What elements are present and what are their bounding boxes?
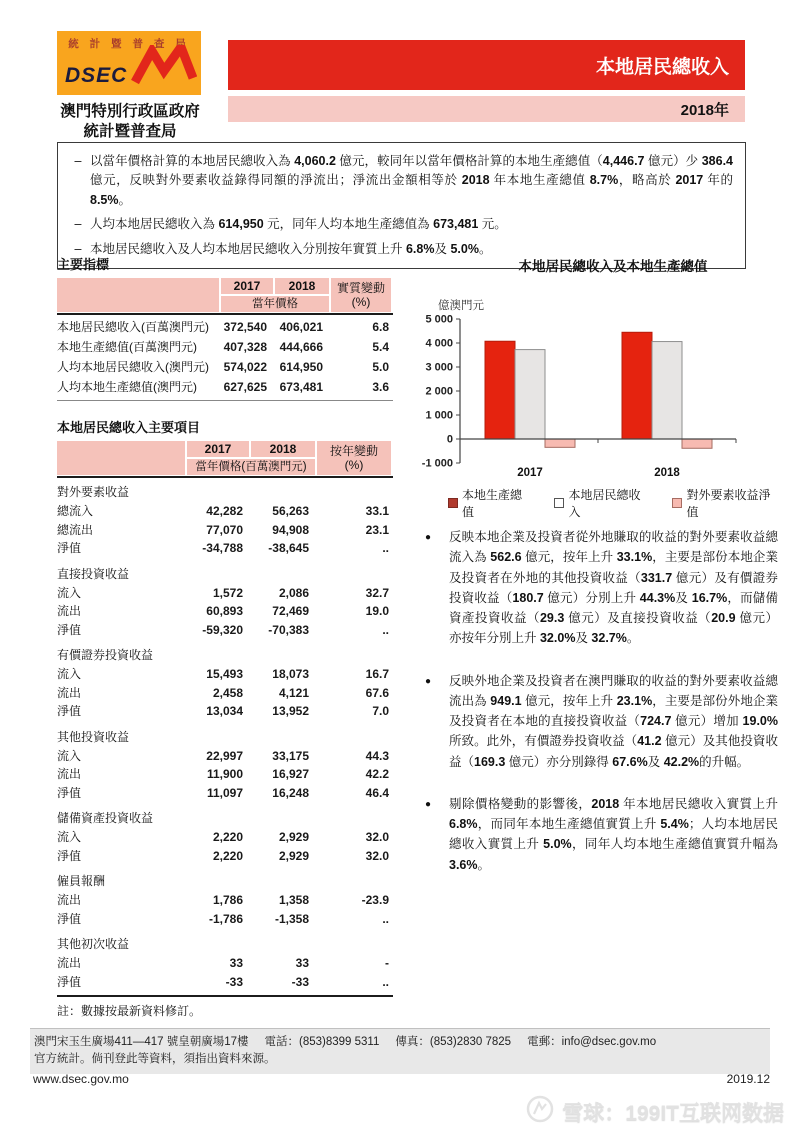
svg-text:2 000: 2 000 [425, 385, 453, 398]
row-label: 總流入 [57, 504, 94, 518]
row-value: 1,572 [212, 585, 243, 600]
row-value: -33 [225, 974, 243, 989]
section-name: 儲備資產投資收益 [57, 811, 154, 825]
svg-text:4 000: 4 000 [425, 337, 453, 350]
row-value: -70,383 [268, 622, 309, 637]
row-label: 淨值 [57, 785, 82, 800]
table-row [57, 377, 393, 397]
report-year-banner: 2018年 [228, 96, 745, 122]
row-value: 33 [295, 956, 309, 970]
row-value: 5.4 [372, 340, 389, 354]
row-value: 1,786 [212, 893, 243, 907]
table-row [57, 539, 393, 558]
table2-header-empty [57, 441, 185, 475]
row-label: 淨值 [57, 848, 82, 863]
bullet-marker: ● [425, 798, 432, 810]
row-value: 16.7 [365, 667, 389, 681]
gov-name-line1: 澳門特別行政區政府 [60, 103, 200, 120]
table-row [57, 665, 393, 684]
table1-body [57, 315, 393, 401]
table1-header-empty [57, 278, 219, 312]
row-value: 77,070 [206, 522, 243, 537]
row-value: 673,481 [279, 380, 323, 394]
bullet-text: 以當年價格計算的本地居民總收入為 4,060.2 億元，較同年以當年價格計算的本地生產總值（4,446.7 億元）少 386.4 億元，反映對外要素收益錄得同額的淨流出；淨流出金額相等於 2018 年本地生產總值 8.7%，略高於 2017 年的 8.5%。 [90, 154, 733, 207]
footer-meta-row [33, 1072, 770, 1086]
logo-acronym: DSEC [65, 64, 128, 87]
row-label: 淨值 [57, 622, 82, 637]
table-row [57, 765, 393, 784]
row-label: 流入 [57, 748, 82, 763]
row-value: 72,469 [272, 604, 309, 618]
table-row [57, 684, 393, 703]
footer-email: 電郵：info@dsec.gov.mo [527, 1036, 657, 1048]
legend-label: 本地生產總值 [462, 488, 523, 519]
table-row [57, 521, 393, 540]
row-value: 33 [229, 956, 243, 970]
row-value: 32.0 [365, 830, 389, 844]
row-label: 流出 [57, 685, 82, 700]
footer-fax: 傳真：(853)2830 7825 [395, 1036, 512, 1048]
gov-name-line2: 統計暨普查局 [83, 123, 177, 140]
row-label: 流入 [57, 585, 82, 600]
row-value: 32.0 [365, 848, 389, 863]
row-label: 流出 [57, 767, 82, 781]
row-value: -23.9 [361, 893, 389, 907]
row-value: 16,248 [272, 785, 309, 800]
row-value: 372,540 [223, 320, 267, 334]
analysis-item [420, 794, 778, 875]
row-label: 淨值 [57, 704, 82, 718]
table-row [57, 973, 393, 992]
table1-header [57, 278, 393, 315]
table1-col-2017: 2017 [221, 278, 273, 294]
table-row [57, 702, 393, 721]
svg-text:5 000: 5 000 [425, 313, 453, 326]
row-value: -1,358 [274, 911, 309, 926]
table-row [57, 584, 393, 603]
row-value: 42,282 [206, 504, 243, 518]
bullet-text: 反映本地企業及投資者從外地賺取的收益的對外要素收益總流入為 562.6 億元，按年上升 33.1%，主要是部份本地企業及投資者在外地的其他投資收益（331.7 億元）及有價證券投資收益（180.7 億元）分別上升 44.3%及 16.7%，而儲備資產投資收益（29.3 億元）及直接投資收益（20.9 億元）亦按年分別上升 32.0%及 32.7%。 [449, 530, 778, 646]
bullet-marker: – [74, 154, 82, 168]
legend-swatch-icon [672, 498, 682, 508]
gni-gdp-bar-chart [420, 311, 772, 483]
row-label: 本地居民總收入(百萬澳門元) [57, 320, 209, 334]
row-value: 574,022 [223, 360, 267, 374]
bullet-marker: – [74, 217, 82, 232]
summary-item [66, 215, 733, 234]
legend-item [672, 486, 778, 520]
footer-statement: 官方統計。倘刊登此等資料，須指出資料來源。 [34, 1053, 276, 1066]
row-value: 7.0 [372, 704, 389, 718]
row-label: 本地生產總值(百萬澳門元) [57, 340, 197, 354]
footer-phone: 電話：(853)8399 5311 [264, 1036, 380, 1048]
chart-legend [448, 486, 778, 520]
svg-text:2018: 2018 [654, 467, 680, 479]
row-value: 6.8 [372, 320, 389, 334]
row-value: 23.1 [365, 522, 389, 537]
footer-website: www.dsec.gov.mo [33, 1072, 129, 1086]
table1-col-2018: 2018 [275, 278, 329, 294]
row-value: 13,952 [272, 704, 309, 718]
legend-swatch-icon [448, 498, 458, 508]
row-value: 2,220 [212, 830, 243, 844]
row-label: 流入 [57, 667, 82, 681]
table-row [57, 954, 393, 973]
xueqiu-logo-icon [525, 1094, 555, 1130]
row-value: 2,458 [212, 685, 243, 700]
row-value: 18,073 [272, 667, 309, 681]
row-value: 13,034 [206, 704, 243, 718]
svg-text:3 000: 3 000 [425, 361, 453, 374]
table-note: 註：數據按最新資料修訂。 [57, 1004, 202, 1018]
row-value: 444,666 [279, 340, 323, 354]
table-row [57, 621, 393, 640]
legend-item [448, 486, 530, 520]
row-value: .. [382, 974, 389, 989]
row-value: 11,900 [206, 767, 243, 781]
watermark [525, 1094, 784, 1130]
row-value: 614,950 [279, 360, 323, 374]
row-value: 406,021 [279, 320, 323, 334]
row-value: -34,788 [202, 541, 243, 555]
row-value: -1,786 [208, 911, 243, 926]
analysis-item [420, 671, 778, 772]
gni-items-table [57, 441, 393, 997]
table1-title: 主要指標 [57, 257, 110, 272]
row-value: -59,320 [202, 622, 243, 637]
analysis-item [420, 527, 778, 649]
table2-col-change [317, 441, 391, 475]
table-row [57, 910, 393, 929]
section-name: 其他初次收益 [57, 937, 130, 951]
lightning-bolt-icon [131, 45, 197, 90]
table-row [57, 357, 393, 377]
row-value: - [385, 956, 389, 970]
logo-bureau-name: 統 計 暨 普 查 局 [68, 38, 190, 50]
legend-label: 對外要素收益淨值 [686, 488, 771, 519]
bullet-text: 本地居民總收入及人均本地居民總收入分別按年實質上升 6.8%及 5.0%。 [90, 241, 492, 256]
svg-text:1 000: 1 000 [425, 409, 453, 422]
row-value: 94,908 [272, 522, 309, 537]
row-label: 淨值 [57, 541, 82, 555]
legend-swatch-icon [554, 498, 564, 508]
table-row [57, 828, 393, 847]
row-value: 11,097 [206, 785, 243, 800]
row-label: 流入 [57, 830, 82, 844]
row-value: 67.6 [365, 685, 389, 700]
row-value: 32.7 [365, 585, 389, 600]
bullet-marker: ● [425, 532, 432, 543]
row-label: 流出 [57, 893, 82, 907]
chart-title: 本地居民總收入及本地生產總值 [518, 259, 708, 274]
bullet-marker: ● [425, 675, 432, 687]
bullet-marker: – [74, 241, 82, 256]
row-label: 人均本地居民總收入(澳門元) [57, 360, 209, 374]
row-value: 16,927 [272, 767, 309, 781]
section-name: 直接投資收益 [57, 566, 130, 581]
row-label: 人均本地生產總值(澳門元) [57, 380, 197, 394]
summary-item [66, 152, 733, 210]
svg-text:0: 0 [446, 433, 453, 446]
bullet-text: 剔除價格變動的影響後，2018 年本地居民總收入實質上升 6.8%，而同年本地生產總值實質上升 5.4%；人均本地居民總收入實質上升 5.0%，同年人均本地生產總值實質升幅為 3.6%。 [449, 796, 778, 872]
key-indicators-table [57, 278, 393, 401]
row-value: 3.6 [372, 380, 389, 394]
row-value: 2,220 [212, 848, 243, 863]
change-label-line1: 按年變動 [329, 444, 378, 458]
svg-text:-1 000: -1 000 [421, 457, 453, 470]
footer-address: 澳門宋玉生廣場411—417 號皇朝廣場17樓 [34, 1036, 249, 1048]
row-value: 56,263 [272, 504, 309, 518]
row-value: 46.4 [365, 785, 389, 800]
analysis-list [420, 527, 778, 897]
footer-date: 2019.12 [726, 1072, 770, 1086]
row-label: 淨值 [57, 911, 82, 926]
row-value: 4,121 [278, 685, 309, 700]
table-row [57, 847, 393, 866]
table1-price-label: 當年價格 [221, 296, 329, 312]
summary-list [66, 152, 733, 259]
row-value: 2,929 [278, 848, 309, 863]
row-value: .. [382, 541, 389, 555]
bullet-text: 反映外地企業及投資者在澳門賺取的收益的對外要素收益總流出為 949.1 億元，按年上升 23.1%，主要是部份外地企業及投資者在本地的直接投資收益（724.7 億元）增加 19.0%所致。此外，有價證券投資收益（41.2 億元）及其他投資收益（169.3 億元）亦分別錄得 67.6%及 42.2%的升幅。 [449, 673, 778, 769]
change-label-line2: (%) [344, 458, 364, 472]
table1-col-change [331, 278, 391, 312]
row-label: 流出 [57, 604, 82, 618]
change-label-line2: (%) [351, 295, 371, 309]
table2-title: 本地居民總收入主要項目 [57, 420, 201, 435]
table2-price-label: 當年價格(百萬澳門元) [187, 459, 315, 475]
row-value: .. [382, 911, 389, 926]
row-value: 15,493 [206, 667, 243, 681]
row-value: 42.2 [365, 767, 389, 781]
table-row [57, 502, 393, 521]
table2-col-2018: 2018 [251, 441, 315, 457]
table-row [57, 891, 393, 910]
row-value: 1,358 [278, 893, 309, 907]
row-value: -38,645 [268, 541, 309, 555]
row-value: .. [382, 622, 389, 637]
section-name: 僱員報酬 [57, 874, 106, 888]
row-value: 5.0 [372, 360, 389, 374]
row-label: 流出 [57, 956, 82, 970]
table2-col-2017: 2017 [187, 441, 249, 457]
legend-label: 本地居民總收入 [568, 488, 641, 519]
table-row [57, 784, 393, 803]
row-value: 33,175 [272, 748, 309, 763]
row-value: 60,893 [206, 604, 243, 618]
row-value: 2,086 [278, 585, 309, 600]
row-value: 19.0 [365, 604, 389, 618]
row-label: 總流出 [57, 522, 94, 537]
table-row [57, 602, 393, 621]
section-name: 對外要素收益 [57, 485, 130, 499]
table-row [57, 337, 393, 357]
watermark-text: 雪球：199IT互联网数据 [562, 1102, 784, 1125]
row-label: 淨值 [57, 974, 82, 989]
table2-body [57, 478, 393, 997]
legend-item [554, 486, 648, 520]
row-value: 44.3 [365, 748, 389, 763]
table-row [57, 317, 393, 337]
footer-contact-line [34, 1034, 766, 1051]
chart-unit-label: 億澳門元 [438, 300, 484, 312]
dsec-logo [57, 31, 201, 95]
left-column [57, 254, 393, 1019]
right-column [420, 255, 778, 872]
section-name: 其他投資收益 [57, 729, 130, 744]
svg-text:2017: 2017 [517, 467, 543, 479]
row-value: 407,328 [223, 340, 267, 354]
row-value: 2,929 [278, 830, 309, 844]
summary-box [57, 142, 746, 269]
table2-header [57, 441, 393, 478]
row-value: 627,625 [223, 380, 267, 394]
row-value: 33.1 [365, 504, 389, 518]
row-value: -33 [291, 974, 309, 989]
section-name: 有價證券投資收益 [57, 648, 154, 662]
change-label-line1: 實質變動 [336, 281, 385, 295]
footer-contact-bar [30, 1028, 770, 1074]
table-row [57, 747, 393, 766]
bullet-text: 人均本地居民總收入為 614,950 元，同年人均本地生產總值為 673,481 元。 [90, 217, 507, 232]
report-title-banner: 本地居民總收入 [228, 40, 745, 90]
row-value: 22,997 [206, 748, 243, 763]
